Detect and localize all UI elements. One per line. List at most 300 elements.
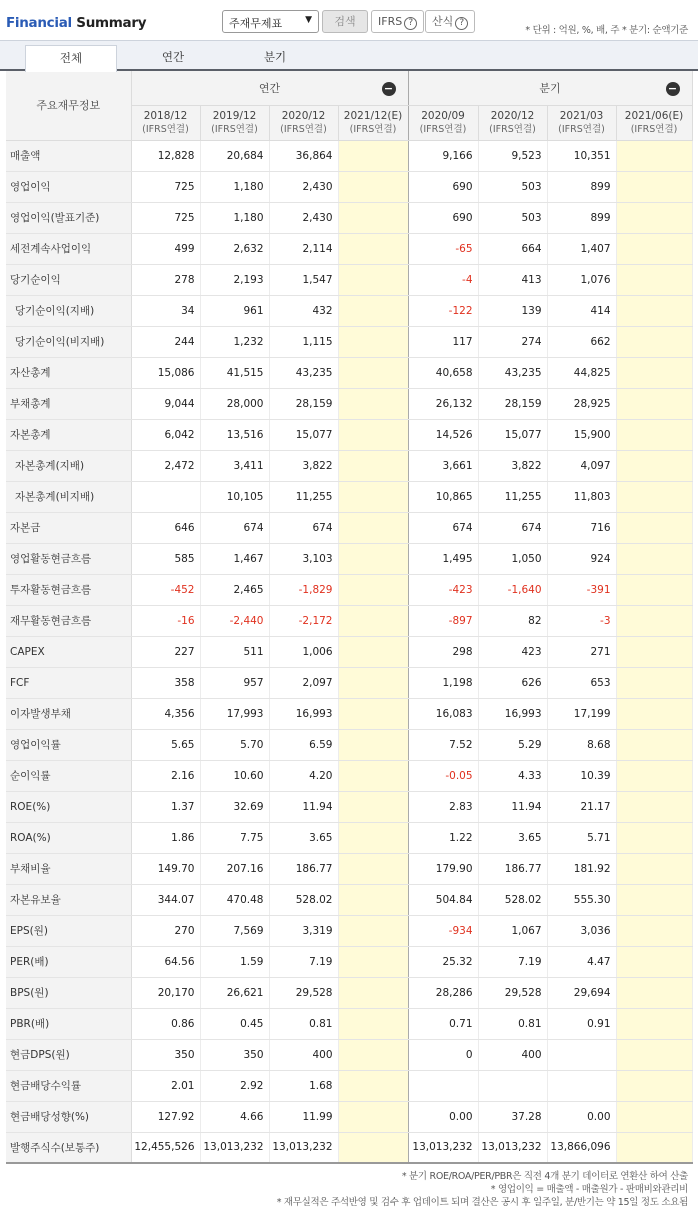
table-cell: 2.92: [200, 1070, 269, 1101]
row-label: 당기순이익(지배): [6, 295, 131, 326]
row-label: 재무활동현금흐름: [6, 605, 131, 636]
table-cell: 7.75: [200, 822, 269, 853]
table-cell: 1,407: [547, 233, 616, 264]
table-cell: 7.52: [408, 729, 478, 760]
table-cell: -3: [547, 605, 616, 636]
table-cell: 26,621: [200, 977, 269, 1008]
table-cell: [616, 140, 692, 171]
column-basis: (IFRS연결): [142, 123, 189, 135]
table-cell: 16,083: [408, 698, 478, 729]
statement-select[interactable]: [222, 10, 319, 33]
table-cell: 227: [131, 636, 200, 667]
table-row: [6, 977, 692, 1008]
formula-label: 산식: [432, 15, 454, 28]
table-cell: 17,993: [200, 698, 269, 729]
table-cell: 10.60: [200, 760, 269, 791]
table-cell: 26,132: [408, 388, 478, 419]
table-cell: 344.07: [131, 884, 200, 915]
table-cell: 400: [269, 1039, 338, 1070]
table-row: [6, 946, 692, 977]
table-cell: [616, 760, 692, 791]
table-cell: 1,495: [408, 543, 478, 574]
column-period: 2020/12: [490, 109, 535, 122]
table-cell: [616, 667, 692, 698]
table-cell: 149.70: [131, 853, 200, 884]
table-cell: 186.77: [269, 853, 338, 884]
table-cell: 11.94: [478, 791, 547, 822]
table-cell: [616, 1132, 692, 1163]
table-cell: 0.81: [478, 1008, 547, 1039]
help-icon: ?: [455, 17, 468, 30]
table-cell: 11,255: [478, 481, 547, 512]
row-label: 당기순이익: [6, 264, 131, 295]
table-cell: [616, 512, 692, 543]
column-basis: (IFRS연결): [280, 123, 327, 135]
page-header: [0, 0, 698, 40]
table-cell: [616, 698, 692, 729]
table-cell: -4: [408, 264, 478, 295]
table-cell: 1,006: [269, 636, 338, 667]
table-cell: [547, 1039, 616, 1070]
table-cell: 690: [408, 202, 478, 233]
collapse-annual-icon[interactable]: −: [382, 82, 396, 96]
tab-all[interactable]: 전체: [25, 45, 117, 72]
column-header: [338, 105, 408, 140]
row-label: 자본유보율: [6, 884, 131, 915]
column-header: [616, 105, 692, 140]
table-cell: -2,172: [269, 605, 338, 636]
table-cell: 725: [131, 202, 200, 233]
column-header: [200, 105, 269, 140]
table-cell: 271: [547, 636, 616, 667]
table-cell: [338, 574, 408, 605]
footnote: * 분기 ROE/ROA/PER/PBR은 직전 4개 분기 데이터로 연환산 하여 산출: [401, 1171, 688, 1182]
column-period: 2020/12: [281, 109, 326, 122]
table-cell: 15,077: [478, 419, 547, 450]
table-cell: 16,993: [269, 698, 338, 729]
table-cell: 3,661: [408, 450, 478, 481]
column-basis: (IFRS연결): [211, 123, 258, 135]
row-label: ROA(%): [6, 822, 131, 853]
table-row: [6, 915, 692, 946]
table-cell: 0.81: [269, 1008, 338, 1039]
table-cell: 2,472: [131, 450, 200, 481]
row-label: 자본총계: [6, 419, 131, 450]
table-cell: 470.48: [200, 884, 269, 915]
table-cell: [616, 171, 692, 202]
table-cell: [616, 822, 692, 853]
table-cell: 674: [478, 512, 547, 543]
table-cell: 5.65: [131, 729, 200, 760]
table-cell: -391: [547, 574, 616, 605]
footnote: * 영업이익 = 매출액 - 매출원가 - 판매비와관리비: [490, 1184, 688, 1195]
table-cell: [338, 264, 408, 295]
table-cell: 0: [408, 1039, 478, 1070]
row-label: 부채총계: [6, 388, 131, 419]
table-cell: -897: [408, 605, 478, 636]
table-row: [6, 140, 692, 171]
table-row: [6, 884, 692, 915]
row-label: 매출액: [6, 140, 131, 171]
table-row: [6, 326, 692, 357]
table-cell: 2.16: [131, 760, 200, 791]
table-cell: [616, 574, 692, 605]
table-cell: 2,632: [200, 233, 269, 264]
row-label: PER(배): [6, 946, 131, 977]
table-cell: 10,865: [408, 481, 478, 512]
row-label: 당기순이익(비지배): [6, 326, 131, 357]
table-cell: -65: [408, 233, 478, 264]
quarter-group-label: 분기: [539, 81, 561, 95]
table-cell: -122: [408, 295, 478, 326]
row-label: 자산총계: [6, 357, 131, 388]
table-cell: 13,013,232: [408, 1132, 478, 1163]
table-cell: 3,822: [269, 450, 338, 481]
table-cell: 181.92: [547, 853, 616, 884]
table-cell: -1,640: [478, 574, 547, 605]
table-cell: 626: [478, 667, 547, 698]
table-cell: [338, 1039, 408, 1070]
table-cell: 28,925: [547, 388, 616, 419]
table-cell: 1,198: [408, 667, 478, 698]
search-button[interactable]: 검색: [322, 10, 368, 33]
table-cell: 274: [478, 326, 547, 357]
statement-select-value: 주재무제표: [229, 17, 283, 30]
tab-annual[interactable]: 연간: [161, 50, 185, 64]
table-cell: 0.00: [547, 1101, 616, 1132]
row-label: 이자발생부채: [6, 698, 131, 729]
table-cell: 28,286: [408, 977, 478, 1008]
table-cell: [616, 233, 692, 264]
title-blue: Financial: [6, 15, 72, 31]
table-cell: 278: [131, 264, 200, 295]
table-cell: 400: [478, 1039, 547, 1070]
collapse-quarter-icon[interactable]: −: [666, 82, 680, 96]
table-cell: 653: [547, 667, 616, 698]
table-cell: 528.02: [478, 884, 547, 915]
table-cell: 29,528: [269, 977, 338, 1008]
table-cell: [338, 512, 408, 543]
ifrs-label: IFRS: [378, 15, 403, 28]
table-cell: 3.65: [478, 822, 547, 853]
table-cell: 139: [478, 295, 547, 326]
row-label: 영업이익: [6, 171, 131, 202]
table-cell: 1.37: [131, 791, 200, 822]
table-cell: [616, 419, 692, 450]
column-basis: (IFRS연결): [558, 123, 605, 135]
column-header: [547, 105, 616, 140]
row-label: 투자활동현금흐름: [6, 574, 131, 605]
row-label: 현금DPS(원): [6, 1039, 131, 1070]
column-period: 2018/12: [143, 109, 188, 122]
table-cell: [616, 1008, 692, 1039]
table-row: [6, 636, 692, 667]
table-row: [6, 791, 692, 822]
table-cell: 432: [269, 295, 338, 326]
table-cell: 0.86: [131, 1008, 200, 1039]
table-cell: [338, 853, 408, 884]
table-cell: [616, 853, 692, 884]
row-label: 영업이익률: [6, 729, 131, 760]
table-cell: 9,044: [131, 388, 200, 419]
table-cell: 13,013,232: [200, 1132, 269, 1163]
table-cell: 5.71: [547, 822, 616, 853]
column-period: 2021/12(E): [343, 109, 403, 122]
table-cell: 662: [547, 326, 616, 357]
table-cell: [547, 1070, 616, 1101]
table-cell: [338, 450, 408, 481]
row-label: 자본금: [6, 512, 131, 543]
table-cell: 3,036: [547, 915, 616, 946]
table-cell: 899: [547, 202, 616, 233]
column-period: 2019/12: [212, 109, 257, 122]
table-cell: [616, 977, 692, 1008]
title-dark: Summary: [76, 15, 147, 31]
table-cell: [408, 1070, 478, 1101]
table-row: [6, 202, 692, 233]
table-cell: 10,105: [200, 481, 269, 512]
table-row: [6, 295, 692, 326]
table-cell: 716: [547, 512, 616, 543]
row-label: BPS(원): [6, 977, 131, 1008]
table-cell: 29,528: [478, 977, 547, 1008]
table-cell: 3,411: [200, 450, 269, 481]
table-cell: 15,086: [131, 357, 200, 388]
table-cell: 664: [478, 233, 547, 264]
ifrs-button[interactable]: [371, 10, 424, 33]
table-cell: 4,356: [131, 698, 200, 729]
column-basis: (IFRS연결): [630, 123, 678, 135]
table-cell: [338, 915, 408, 946]
table-cell: [616, 729, 692, 760]
table-cell: [338, 1101, 408, 1132]
table-cell: 3,319: [269, 915, 338, 946]
table-cell: [616, 946, 692, 977]
table-cell: [616, 202, 692, 233]
row-label: PBR(배): [6, 1008, 131, 1039]
table-cell: 413: [478, 264, 547, 295]
table-cell: 11.99: [269, 1101, 338, 1132]
row-label: 영업활동현금흐름: [6, 543, 131, 574]
page-title: [6, 15, 146, 31]
table-cell: 28,000: [200, 388, 269, 419]
table-cell: 43,235: [269, 357, 338, 388]
row-label: 현금배당수익률: [6, 1070, 131, 1101]
table-row: [6, 605, 692, 636]
table-cell: 41,515: [200, 357, 269, 388]
table-cell: 0.71: [408, 1008, 478, 1039]
table-cell: [338, 543, 408, 574]
table-cell: [338, 1132, 408, 1163]
table-cell: [338, 822, 408, 853]
table-cell: [338, 884, 408, 915]
table-row: [6, 822, 692, 853]
label-header: 주요재무정보: [6, 71, 131, 140]
table-cell: 36,864: [269, 140, 338, 171]
table-cell: 44,825: [547, 357, 616, 388]
table-cell: 414: [547, 295, 616, 326]
formula-button[interactable]: [425, 10, 475, 33]
table-cell: [338, 388, 408, 419]
table-cell: 5.70: [200, 729, 269, 760]
table-cell: -0.05: [408, 760, 478, 791]
table-cell: -452: [131, 574, 200, 605]
table-cell: 8.68: [547, 729, 616, 760]
table-cell: 1,467: [200, 543, 269, 574]
table-row: [6, 171, 692, 202]
table-cell: [616, 450, 692, 481]
column-header: [408, 105, 478, 140]
table-cell: [616, 295, 692, 326]
table-cell: 1,115: [269, 326, 338, 357]
table-cell: 4,097: [547, 450, 616, 481]
table-cell: 6.59: [269, 729, 338, 760]
table-cell: [478, 1070, 547, 1101]
help-icon: ?: [404, 17, 417, 30]
row-label: 영업이익(발표기준): [6, 202, 131, 233]
table-row: [6, 388, 692, 419]
quarter-group-header: [408, 71, 692, 105]
row-label: 순이익률: [6, 760, 131, 791]
table-cell: 0.91: [547, 1008, 616, 1039]
table-cell: 10.39: [547, 760, 616, 791]
table-cell: 2,114: [269, 233, 338, 264]
column-header: [269, 105, 338, 140]
table-cell: 1.59: [200, 946, 269, 977]
table-cell: 186.77: [478, 853, 547, 884]
table-row: [6, 729, 692, 760]
table-row: [6, 419, 692, 450]
table-cell: 9,523: [478, 140, 547, 171]
table-cell: [338, 295, 408, 326]
row-label: 현금배당성향(%): [6, 1101, 131, 1132]
table-cell: 43,235: [478, 357, 547, 388]
table-cell: [338, 729, 408, 760]
table-cell: 2.83: [408, 791, 478, 822]
table-cell: [616, 1039, 692, 1070]
table-cell: 2,430: [269, 171, 338, 202]
table-cell: 2.01: [131, 1070, 200, 1101]
row-label: EPS(원): [6, 915, 131, 946]
table-cell: 674: [269, 512, 338, 543]
table-cell: 64.56: [131, 946, 200, 977]
table-body: [6, 140, 692, 1163]
table-cell: 423: [478, 636, 547, 667]
table-cell: 12,828: [131, 140, 200, 171]
table-cell: 2,193: [200, 264, 269, 295]
table-cell: [616, 481, 692, 512]
table-cell: [338, 636, 408, 667]
table-cell: 4.66: [200, 1101, 269, 1132]
tab-quarter[interactable]: 분기: [263, 50, 287, 64]
table-cell: 0.45: [200, 1008, 269, 1039]
row-label: 발행주식수(보통주): [6, 1132, 131, 1163]
row-label: 자본총계(비지배): [6, 481, 131, 512]
table-cell: [616, 791, 692, 822]
table-cell: 2,430: [269, 202, 338, 233]
table-row: [6, 357, 692, 388]
table-cell: [616, 1070, 692, 1101]
table-cell: 298: [408, 636, 478, 667]
table-row: [6, 1132, 692, 1163]
table-cell: 5.29: [478, 729, 547, 760]
table-cell: 7,569: [200, 915, 269, 946]
table-cell: 270: [131, 915, 200, 946]
table-cell: [616, 605, 692, 636]
table-cell: 961: [200, 295, 269, 326]
table-cell: 646: [131, 512, 200, 543]
table-cell: [616, 543, 692, 574]
table-row: [6, 853, 692, 884]
table-cell: 350: [131, 1039, 200, 1070]
table-cell: 14,526: [408, 419, 478, 450]
column-period: 2021/06(E): [624, 109, 684, 122]
table-cell: 9,166: [408, 140, 478, 171]
table-cell: 2,097: [269, 667, 338, 698]
table-cell: 13,013,232: [478, 1132, 547, 1163]
table-cell: 117: [408, 326, 478, 357]
table-cell: 1,232: [200, 326, 269, 357]
table-cell: 13,866,096: [547, 1132, 616, 1163]
table-cell: [616, 357, 692, 388]
table-cell: [338, 326, 408, 357]
table-cell: [616, 326, 692, 357]
table-cell: [616, 1101, 692, 1132]
footnotes: [0, 1170, 698, 1209]
table-cell: 82: [478, 605, 547, 636]
table-row: [6, 481, 692, 512]
table-cell: 34: [131, 295, 200, 326]
table-cell: 555.30: [547, 884, 616, 915]
table-cell: 25.32: [408, 946, 478, 977]
table-cell: 503: [478, 202, 547, 233]
table-cell: 16,993: [478, 698, 547, 729]
table-cell: 499: [131, 233, 200, 264]
table-cell: -2,440: [200, 605, 269, 636]
table-cell: [338, 171, 408, 202]
column-period: 2021/03: [559, 109, 604, 122]
table-cell: 4.33: [478, 760, 547, 791]
column-basis: (IFRS연결): [419, 123, 467, 135]
period-tabs: [0, 40, 698, 71]
table-cell: 11,255: [269, 481, 338, 512]
financial-summary-table: [6, 71, 693, 1164]
table-cell: 1,050: [478, 543, 547, 574]
table-cell: 13,516: [200, 419, 269, 450]
table-cell: 1,180: [200, 202, 269, 233]
annual-group-header: [131, 71, 408, 105]
table-cell: [338, 1070, 408, 1101]
table-cell: 503: [478, 171, 547, 202]
table-cell: 4.47: [547, 946, 616, 977]
row-label: 세전계속사업이익: [6, 233, 131, 264]
table-cell: -934: [408, 915, 478, 946]
table-row: [6, 574, 692, 605]
table-row: [6, 667, 692, 698]
table-cell: [616, 884, 692, 915]
table-cell: 21.17: [547, 791, 616, 822]
table-cell: 40,658: [408, 357, 478, 388]
table-cell: 1.86: [131, 822, 200, 853]
table-cell: [616, 636, 692, 667]
table-cell: 7.19: [478, 946, 547, 977]
table-row: [6, 450, 692, 481]
table-row: [6, 264, 692, 295]
table-cell: 1.22: [408, 822, 478, 853]
table-cell: 358: [131, 667, 200, 698]
table-row: [6, 1008, 692, 1039]
table-cell: 2,465: [200, 574, 269, 605]
